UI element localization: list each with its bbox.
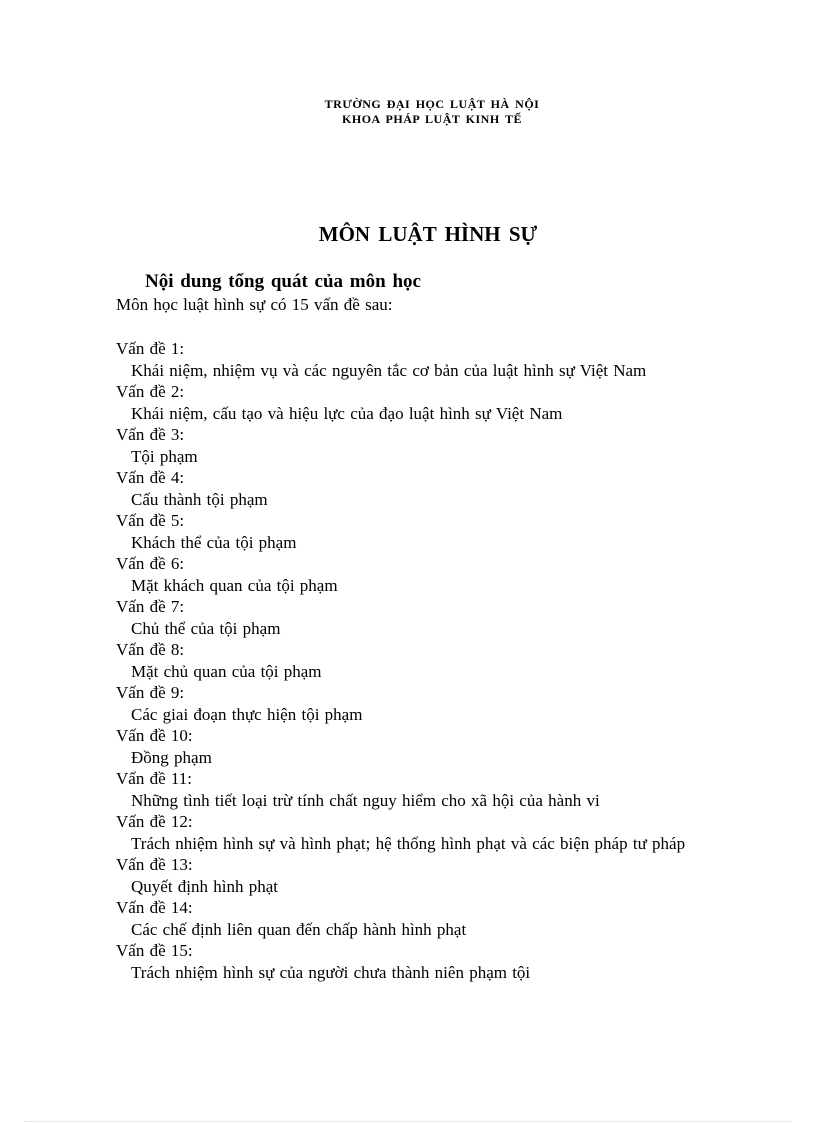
topic-heading: Vấn đề 5: (116, 511, 185, 530)
topic-content: Chủ thể của tội phạm (131, 618, 281, 638)
topic-content: Quyết định hình phạt (131, 876, 279, 896)
topic-heading: Vấn đề 1: (116, 339, 185, 358)
topic-content: Mặt khách quan của tội phạm (131, 575, 338, 595)
topic-heading: Vấn đề 9: (116, 683, 185, 702)
topic-content: Trách nhiệm hình sự và hình phạt; hệ thống hình phạt và các biện pháp tư pháp (131, 833, 686, 853)
topic-content: Cấu thành tội phạm (131, 489, 268, 509)
topic-heading: Vấn đề 14: (116, 898, 193, 917)
topic-content: Khách thể của tội phạm (131, 532, 297, 552)
topic-heading: Vấn đề 2: (116, 382, 185, 401)
topic-list (116, 338, 716, 983)
topic-heading: Vấn đề 8: (116, 640, 185, 659)
topic-content: Khái niệm, nhiệm vụ và các nguyên tắc cơ bản của luật hình sự Việt Nam (131, 360, 647, 380)
page-bottom-divider (24, 1121, 792, 1122)
topic-content: Các giai đoạn thực hiện tội phạm (131, 704, 363, 724)
topic-content: Khái niệm, cấu tạo và hiệu lực của đạo luật hình sự Việt Nam (131, 403, 563, 423)
document-header (0, 97, 816, 127)
university-name: TRƯỜNG ĐẠI HỌC LUẬT HÀ NỘI (324, 97, 540, 111)
intro-text: Môn học luật hình sự có 15 vấn đề sau: (116, 295, 393, 314)
topic-content: Trách nhiệm hình sự của người chưa thành niên phạm tội (131, 962, 531, 982)
section-subtitle: Nội dung tổng quát của môn học (145, 271, 421, 292)
topic-content: Tội phạm (131, 446, 198, 466)
topic-heading: Vấn đề 13: (116, 855, 193, 874)
topic-heading: Vấn đề 6: (116, 554, 185, 573)
topic-heading: Vấn đề 7: (116, 597, 185, 616)
topic-heading: Vấn đề 11: (116, 769, 192, 788)
topic-heading: Vấn đề 15: (116, 941, 193, 960)
topic-heading: Vấn đề 3: (116, 425, 185, 444)
faculty-name: KHOA PHÁP LUẬT KINH TẾ (342, 112, 522, 126)
topic-content: Đồng phạm (131, 747, 212, 767)
topic-heading: Vấn đề 4: (116, 468, 185, 487)
topic-heading: Vấn đề 12: (116, 812, 193, 831)
topic-content: Mặt chủ quan của tội phạm (131, 661, 322, 681)
topic-content: Các chế định liên quan đến chấp hành hình phạt (131, 919, 467, 939)
topic-content: Những tình tiết loại trừ tính chất nguy hiểm cho xã hội của hành vi (131, 790, 600, 810)
topic-heading: Vấn đề 10: (116, 726, 193, 745)
page-title: MÔN LUẬT HÌNH SỰ (318, 222, 538, 246)
